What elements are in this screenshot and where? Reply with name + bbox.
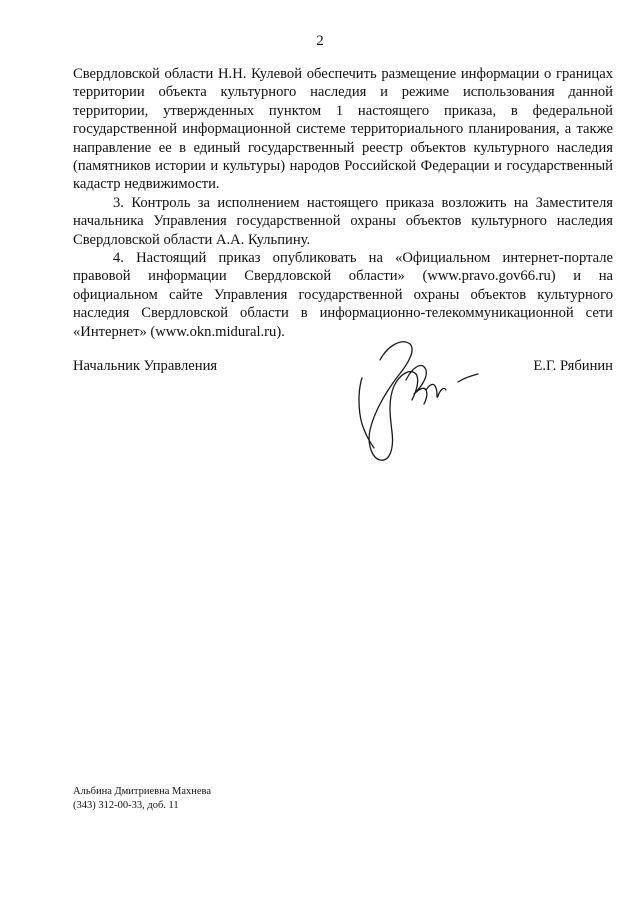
executor-info xyxy=(73,785,211,812)
executor-name: Альбина Дмитриевна Махнева xyxy=(73,786,212,797)
signer-name: Е.Г. Рябинин xyxy=(533,358,613,374)
executor-phone: (343) 312-00-33, доб. 11 xyxy=(73,799,179,811)
signer-position: Начальник Управления xyxy=(73,358,218,374)
document-body xyxy=(73,65,613,341)
paragraph-item-3: 3. Контроль за исполнением настоящего приказа возложить на Заместителя начальника Управления государственной охраны объектов культурного наследия Свердловской области А.А. Кульпину. xyxy=(73,194,613,248)
paragraph-item-4: 4. Настоящий приказ опубликовать на «Официальном интернет-портале правовой информации Свердловской области» (www.pravo.gov66.ru) и на официальном сайте Управления государственной охраны объектов культурного наследия Свердловской области в информационно-телекоммуникационной сети «Интернет» (www.okn.midural.ru). xyxy=(73,250,613,340)
paragraph-continuation: Свердловской области Н.Н. Кулевой обеспечить размещение информации о границах территории объекта культурного наследия и режиме использования данной территории, утвержденных пунктом 1 настоящего приказа, в федеральной государственной информационной системе территориального планирования, а также направление ее в единый государственный реестр объектов культурного наследия (памятников истории и культуры) народов Российской Федерации и государственный кадастр недвижимости. xyxy=(73,66,613,193)
handwritten-signature xyxy=(340,320,480,470)
page-number: 2 xyxy=(316,33,324,49)
